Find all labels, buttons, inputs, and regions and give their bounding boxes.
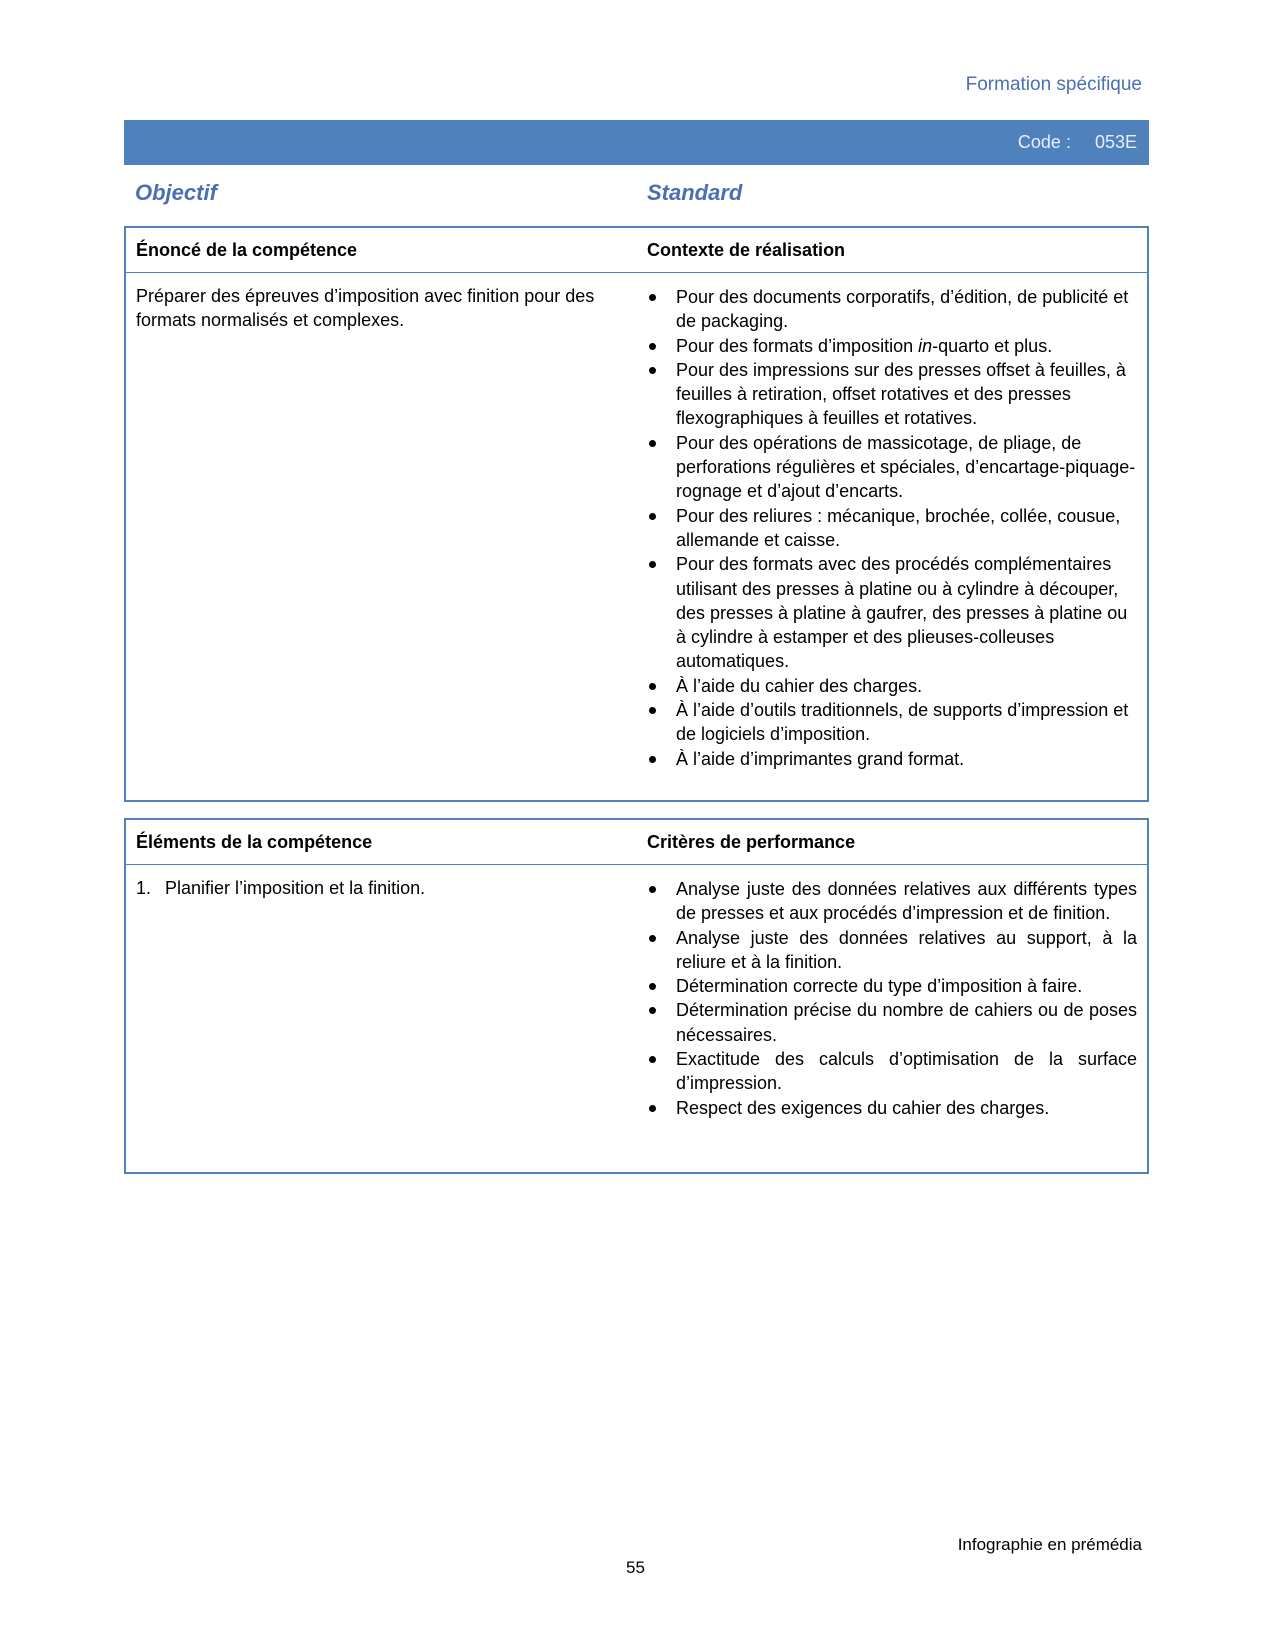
italic-term: in bbox=[918, 335, 933, 356]
context-item: À l’aide d’imprimantes grand format. bbox=[647, 747, 1137, 771]
elements-heading: Éléments de la compétence bbox=[136, 832, 373, 852]
criteria-item: Exactitude des calculs d’optimisation de la surface d’impression. bbox=[647, 1047, 1137, 1096]
criteria-item: Détermination correcte du type d’imposition à faire. bbox=[647, 974, 1137, 998]
competency-table-header bbox=[126, 228, 1147, 273]
code-bar bbox=[124, 120, 1149, 165]
competency-element bbox=[136, 876, 425, 900]
context-item: Pour des impressions sur des presses offset à feuilles, à feuilles à retiration, offset rotatives et des presses flexographiques à feuilles et rotatives. bbox=[647, 358, 1137, 431]
context-item: Pour des formats d’imposition in-quarto et plus. bbox=[647, 334, 1137, 358]
objective-label: Objectif bbox=[135, 180, 217, 205]
context-item: Pour des reliures : mécanique, brochée, collée, cousue, allemande et caisse. bbox=[647, 504, 1137, 553]
section-labels bbox=[135, 180, 1145, 210]
criteria-item: Détermination précise du nombre de cahiers ou de poses nécessaires. bbox=[647, 998, 1137, 1047]
criteria-item: Respect des exigences du cahier des charges. bbox=[647, 1096, 1137, 1120]
context-item: À l’aide d’outils traditionnels, de supports d’impression et de logiciels d’imposition. bbox=[647, 698, 1137, 747]
context-list bbox=[647, 285, 1137, 771]
context-item: Pour des formats avec des procédés complémentaires utilisant des presses à platine ou à cylindre à découper, des presses à platine à gaufrer, des presses à platine ou à cylindre à estamper et des plieuses-colleuses automatiques. bbox=[647, 552, 1137, 673]
element-text: Planifier l’imposition et la finition. bbox=[165, 878, 426, 898]
criteria-heading: Critères de performance bbox=[647, 832, 856, 852]
criteria-item: Analyse juste des données relatives aux différents types de presses et aux procédés d’impression et de finition. bbox=[647, 877, 1137, 926]
criteria-item: Analyse juste des données relatives au support, à la reliure et à la finition. bbox=[647, 926, 1137, 975]
performance-table-header bbox=[126, 820, 1147, 865]
performance-table bbox=[124, 818, 1149, 1174]
context-item: Pour des documents corporatifs, d’édition, de publicité et de packaging. bbox=[647, 285, 1137, 334]
competency-code bbox=[1018, 132, 1137, 153]
statement-heading: Énoncé de la compétence bbox=[136, 240, 358, 260]
page-number: 55 bbox=[626, 1558, 645, 1577]
competency-statement: Préparer des épreuves d’imposition avec finition pour des formats normalisés et complexes. bbox=[136, 286, 595, 330]
competency-table bbox=[124, 226, 1149, 802]
section-header: Formation spécifique bbox=[965, 74, 1142, 95]
footer-program: Infographie en prémédia bbox=[957, 1535, 1142, 1554]
context-item: À l’aide du cahier des charges. bbox=[647, 674, 1137, 698]
criteria-list bbox=[647, 877, 1137, 1120]
code-value: 053E bbox=[1094, 132, 1137, 152]
element-number: 1. bbox=[136, 878, 152, 898]
context-item: Pour des opérations de massicotage, de pliage, de perforations régulières et spéciales, d’encartage-piquage-rognage et d’ajout d’encarts. bbox=[647, 431, 1137, 504]
context-heading: Contexte de réalisation bbox=[647, 240, 846, 260]
code-label: Code : bbox=[1017, 132, 1071, 152]
standard-label: Standard bbox=[647, 180, 743, 205]
